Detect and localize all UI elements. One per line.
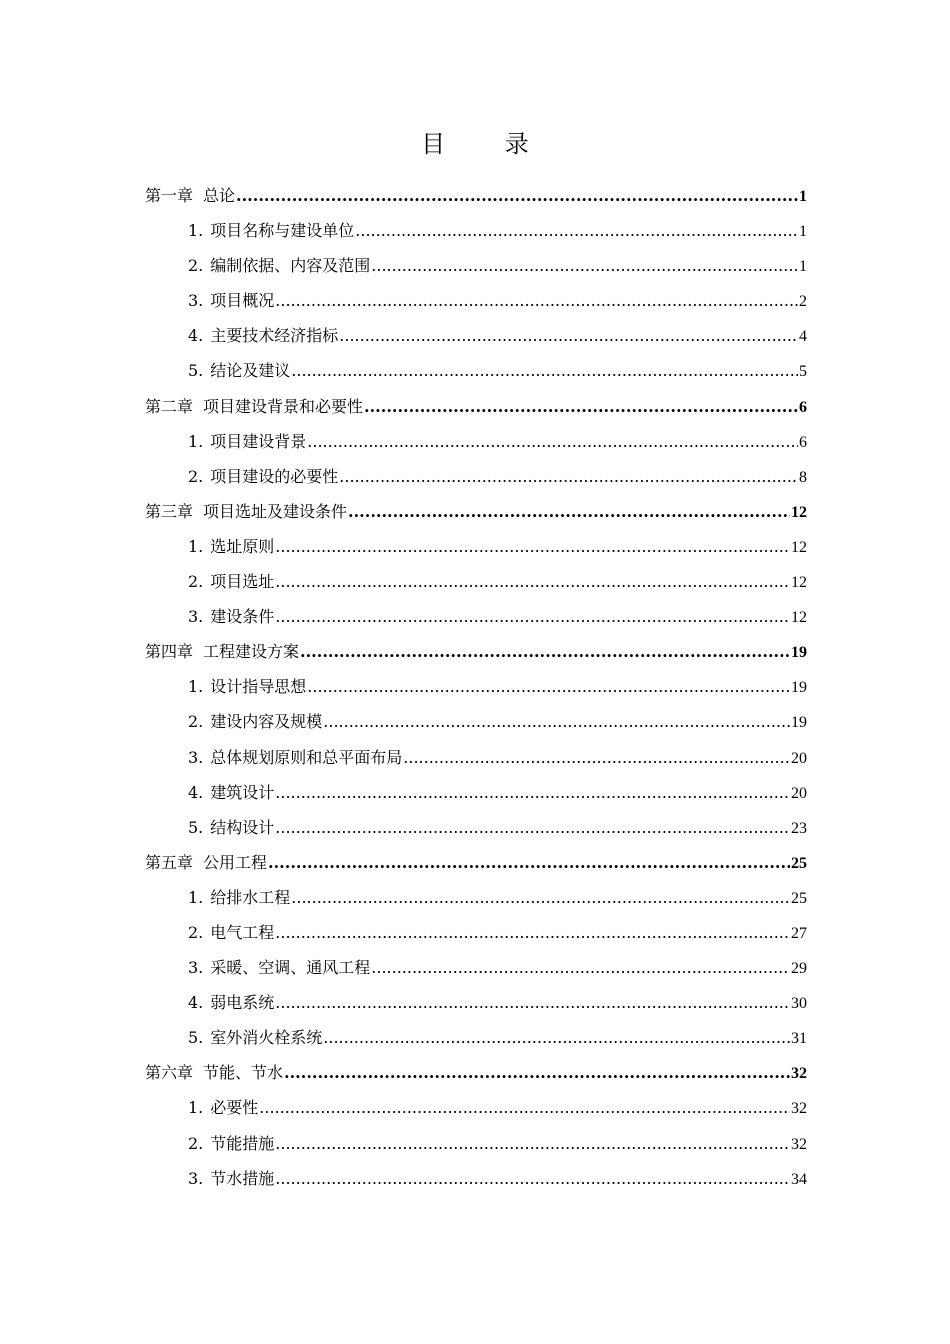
toc-chapter-entry[interactable]	[145, 1055, 807, 1090]
page-number: 32	[791, 1135, 807, 1153]
entry-title: 公用工程	[203, 852, 268, 872]
entry-title: 编制依据、内容及范围	[210, 256, 371, 276]
entry-title: 项目建设的必要性	[210, 466, 339, 486]
toc-section-entry[interactable]	[145, 810, 807, 845]
entry-title: 节能、节水	[203, 1063, 284, 1083]
entry-title: 电气工程	[210, 922, 275, 942]
dot-leader	[275, 915, 790, 950]
entry-number: 1.	[188, 431, 204, 451]
toc-section-entry[interactable]	[145, 1090, 807, 1125]
page-number: 25	[791, 889, 807, 907]
entry-number: 第六章	[145, 1063, 194, 1083]
toc-section-entry[interactable]	[145, 564, 807, 599]
entry-title: 节水措施	[210, 1168, 275, 1188]
page-number: 12	[791, 574, 807, 592]
page-number: 5	[799, 363, 807, 381]
entry-number: 3.	[188, 958, 204, 978]
entry-number: 5.	[188, 817, 204, 837]
dot-leader	[291, 353, 798, 388]
page-number: 23	[791, 819, 807, 837]
entry-title: 选址原则	[210, 536, 275, 556]
toc-section-entry[interactable]	[145, 283, 807, 318]
entry-title: 必要性	[210, 1098, 259, 1118]
page-number: 32	[791, 1065, 807, 1083]
dot-leader	[284, 1055, 790, 1090]
dot-leader	[275, 775, 790, 810]
entry-title: 给排水工程	[210, 887, 291, 907]
dot-leader	[275, 1126, 790, 1161]
dot-leader	[339, 318, 798, 353]
dot-leader	[275, 564, 790, 599]
toc-section-entry[interactable]	[145, 424, 807, 459]
dot-leader	[355, 213, 798, 248]
entry-number: 2.	[188, 1133, 204, 1153]
dot-leader	[307, 669, 790, 704]
entry-title: 结论及建议	[210, 361, 291, 381]
entry-title: 项目选址及建设条件	[203, 501, 348, 521]
page-number: 25	[791, 854, 807, 872]
entry-number: 1.	[188, 887, 204, 907]
dot-leader	[275, 599, 790, 634]
page-number: 12	[791, 538, 807, 556]
page-number: 6	[799, 433, 807, 451]
page-number: 4	[799, 328, 807, 346]
dot-leader	[364, 389, 798, 424]
entry-number: 第一章	[145, 186, 194, 205]
dot-leader	[371, 248, 798, 283]
page-number: 8	[799, 468, 807, 486]
toc-section-entry[interactable]	[145, 1161, 807, 1196]
page-number: 1	[799, 188, 807, 205]
dot-leader	[275, 283, 798, 318]
entry-title: 主要技术经济指标	[210, 326, 339, 346]
entry-number: 第三章	[145, 501, 194, 521]
toc-section-entry[interactable]	[145, 213, 807, 248]
dot-leader	[323, 1020, 790, 1055]
toc-section-entry[interactable]	[145, 985, 807, 1020]
page-number: 6	[799, 398, 807, 416]
entry-number: 3.	[188, 607, 204, 627]
toc-section-entry[interactable]	[145, 1020, 807, 1055]
entry-number: 2.	[188, 256, 204, 276]
entry-number: 2.	[188, 712, 204, 732]
entry-title: 设计指导思想	[210, 677, 307, 697]
page-number: 32	[791, 1100, 807, 1118]
dot-leader	[275, 810, 790, 845]
page-number: 19	[791, 679, 807, 697]
toc-section-entry[interactable]	[145, 248, 807, 283]
toc-section-entry[interactable]	[145, 669, 807, 704]
toc-chapter-entry[interactable]	[145, 634, 807, 669]
toc-title: 目 录	[421, 130, 555, 158]
entry-title: 建筑设计	[210, 782, 275, 802]
entry-number: 2.	[188, 466, 204, 486]
dot-leader	[339, 459, 798, 494]
entry-number: 1.	[188, 677, 204, 697]
page-number: 1	[799, 258, 807, 276]
page-number: 12	[791, 503, 807, 521]
dot-leader	[275, 985, 790, 1020]
toc-section-entry[interactable]	[145, 599, 807, 634]
entry-number: 1.	[188, 221, 204, 241]
toc-chapter-entry[interactable]	[145, 494, 807, 529]
entry-title: 节能措施	[210, 1133, 275, 1153]
toc-section-entry[interactable]	[145, 704, 807, 739]
toc-section-entry[interactable]	[145, 353, 807, 388]
dot-leader	[291, 880, 790, 915]
entry-title: 项目概况	[210, 291, 275, 311]
entry-number: 3.	[188, 747, 204, 767]
entry-number: 3.	[188, 291, 204, 311]
toc-section-entry[interactable]	[145, 529, 807, 564]
page-number: 31	[791, 1030, 807, 1048]
page-number: 2	[799, 293, 807, 311]
toc-section-entry[interactable]	[145, 775, 807, 810]
dot-leader	[403, 740, 790, 775]
toc-section-entry[interactable]	[145, 740, 807, 775]
page-number: 30	[791, 995, 807, 1013]
toc-chapter-entry[interactable]	[145, 845, 807, 880]
dot-leader	[323, 704, 790, 739]
dot-leader	[300, 634, 790, 669]
page-number: 1	[799, 223, 807, 241]
dot-leader	[275, 529, 790, 564]
dot-leader	[275, 1161, 790, 1196]
entry-number: 1.	[188, 536, 204, 556]
entry-title: 总论	[203, 186, 236, 205]
dot-leader	[268, 845, 790, 880]
page-number: 20	[791, 784, 807, 802]
table-of-contents	[145, 178, 807, 1196]
entry-number: 2.	[188, 572, 204, 592]
toc-chapter-entry[interactable]	[145, 178, 807, 213]
entry-title: 采暖、空调、通风工程	[210, 958, 371, 978]
toc-section-entry[interactable]	[145, 880, 807, 915]
toc-section-entry[interactable]	[145, 950, 807, 985]
page-number: 34	[791, 1170, 807, 1188]
toc-section-entry[interactable]	[145, 459, 807, 494]
page-number: 19	[791, 714, 807, 732]
entry-title: 建设内容及规模	[210, 712, 323, 732]
entry-number: 3.	[188, 1168, 204, 1188]
entry-title: 项目建设背景	[210, 431, 307, 451]
entry-title: 项目建设背景和必要性	[203, 396, 364, 416]
entry-title: 建设条件	[210, 607, 275, 627]
dot-leader	[371, 950, 790, 985]
entry-title: 室外消火栓系统	[210, 1028, 323, 1048]
dot-leader	[236, 178, 798, 213]
page-number: 12	[791, 609, 807, 627]
dot-leader	[259, 1090, 790, 1125]
toc-section-entry[interactable]	[145, 318, 807, 353]
toc-section-entry[interactable]	[145, 1126, 807, 1161]
entry-number: 4.	[188, 782, 204, 802]
entry-number: 4.	[188, 326, 204, 346]
entry-title: 弱电系统	[210, 993, 275, 1013]
entry-title: 工程建设方案	[203, 642, 300, 662]
page-number: 27	[791, 924, 807, 942]
entry-number: 第四章	[145, 642, 194, 662]
entry-title: 总体规划原则和总平面布局	[210, 747, 403, 767]
toc-section-entry[interactable]	[145, 915, 807, 950]
entry-number: 5.	[188, 361, 204, 381]
entry-number: 5.	[188, 1028, 204, 1048]
entry-title: 项目名称与建设单位	[210, 221, 355, 241]
entry-number: 1.	[188, 1098, 204, 1118]
page-number: 19	[791, 644, 807, 662]
entry-number: 2.	[188, 922, 204, 942]
entry-number: 第二章	[145, 396, 194, 416]
page-number: 29	[791, 960, 807, 978]
entry-title: 项目选址	[210, 572, 275, 592]
entry-title: 结构设计	[210, 817, 275, 837]
dot-leader	[307, 424, 798, 459]
entry-number: 4.	[188, 993, 204, 1013]
page-number: 20	[791, 749, 807, 767]
entry-number: 第五章	[145, 852, 194, 872]
dot-leader	[348, 494, 790, 529]
toc-chapter-entry[interactable]	[145, 389, 807, 424]
